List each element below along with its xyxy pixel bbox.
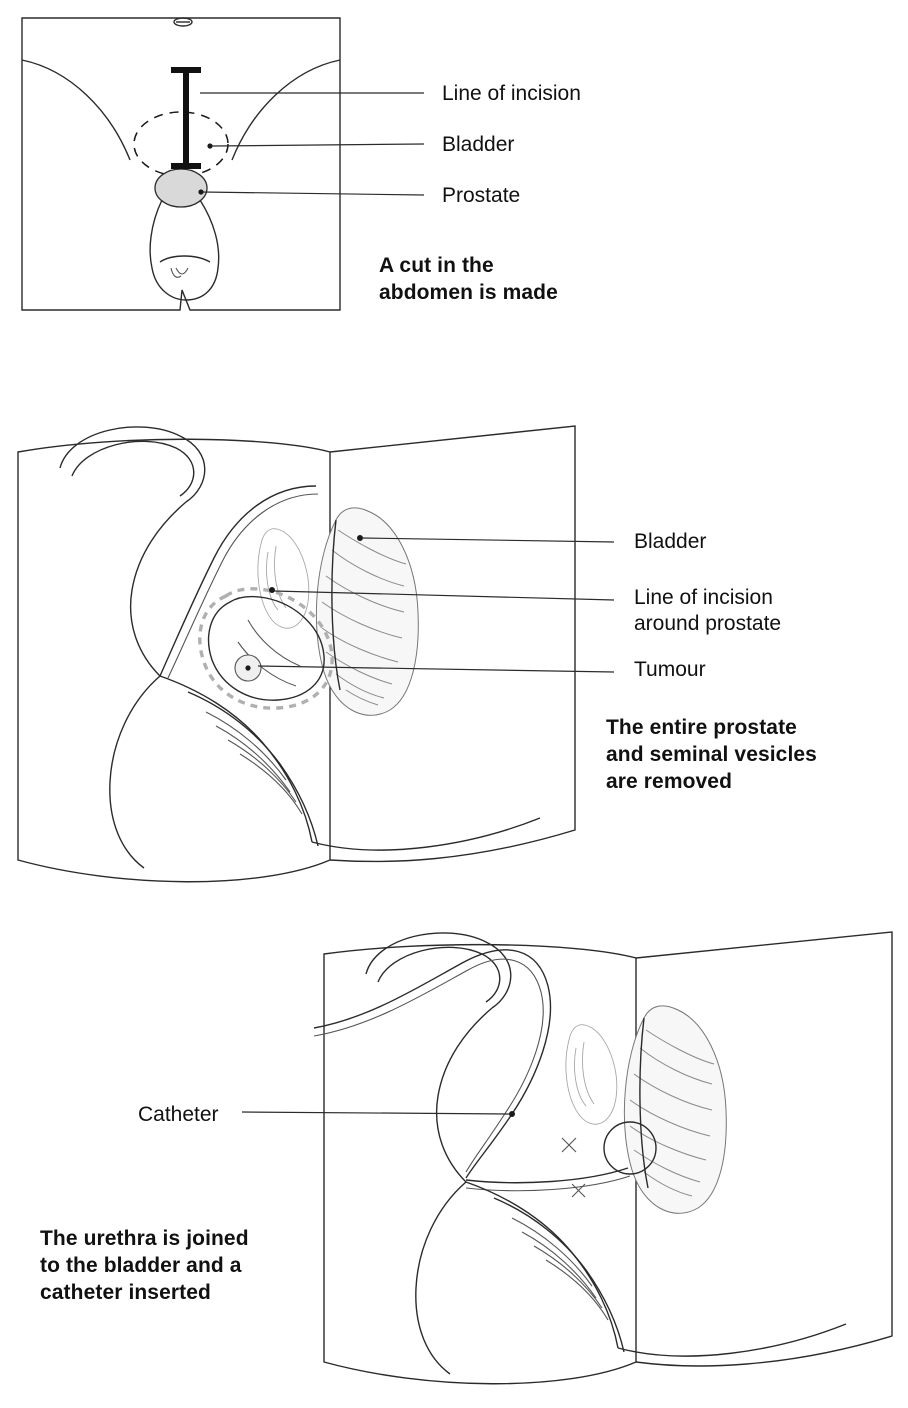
panel-3-illustration — [300, 900, 908, 1400]
caption-panel3-line1: The urethra is joined — [40, 1227, 249, 1250]
caption-panel2 — [606, 715, 817, 796]
caption-panel1-line2: abdomen is made — [379, 280, 558, 304]
caption-panel1 — [379, 253, 558, 307]
caption-panel3-line2: to the bladder and a — [40, 1253, 242, 1277]
label-line-of-incision: Line of incision — [442, 82, 581, 105]
caption-panel2-line3: are removed — [606, 769, 733, 793]
caption-panel3 — [40, 1226, 249, 1307]
label-bladder-panel2: Bladder — [634, 530, 707, 553]
caption-panel1-line1: A cut in the — [379, 254, 494, 277]
panel-1-illustration — [0, 0, 430, 330]
panel-prostate-removal — [0, 390, 620, 910]
label-catheter: Catheter — [138, 1103, 219, 1126]
label-incision-line2: around prostate — [634, 612, 782, 636]
label-line-of-incision-around-prostate — [634, 585, 781, 638]
panel-2-illustration — [0, 390, 620, 910]
caption-panel2-line1: The entire prostate — [606, 716, 797, 739]
panel-abdominal-incision — [0, 0, 430, 330]
label-prostate-panel1: Prostate — [442, 184, 521, 207]
label-bladder-panel1: Bladder — [442, 133, 515, 156]
label-tumour: Tumour — [634, 658, 706, 681]
caption-panel2-line2: and seminal vesicles — [606, 742, 817, 766]
label-incision-line1: Line of incision — [634, 586, 773, 609]
caption-panel3-line3: catheter inserted — [40, 1280, 211, 1304]
panel-catheter-inserted — [300, 900, 908, 1400]
